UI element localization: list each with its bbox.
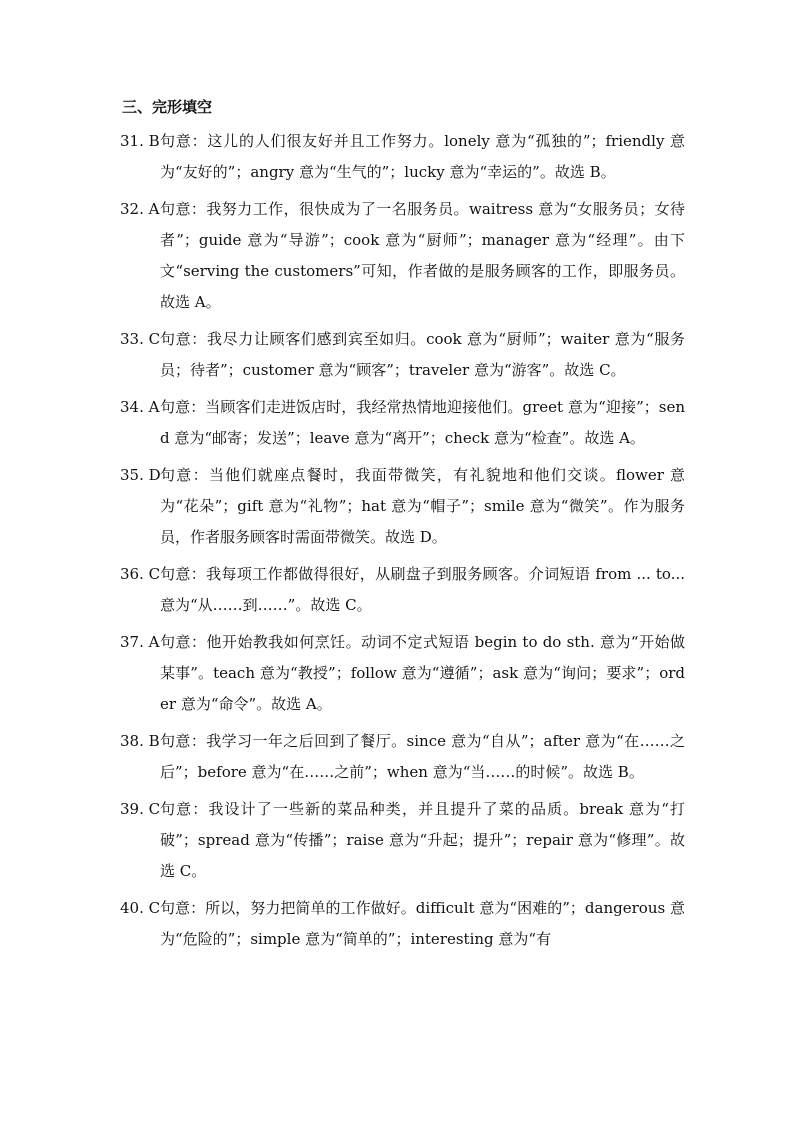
answer-number: 34. A <box>120 398 160 416</box>
answer-number: 39. C <box>120 800 161 818</box>
answer-explanation: 句意：所以，努力把简单的工作做好。difficult 意为“困难的”；dangerous 意为“危险的”；simple 意为“简单的”；interesting 意为“有 <box>160 899 685 948</box>
section-title: 三、完形填空 <box>122 98 213 116</box>
answer-number: 36. C <box>120 565 161 583</box>
answer-item-38 <box>120 726 685 788</box>
answer-explanation: 句意：我设计了一些新的菜品种类，并且提升了菜的品质。break 意为“打破”；spread 意为“传播”；raise 意为“升起；提升”；repair 意为“修理”。故选 C。 <box>160 800 685 880</box>
answer-list <box>120 126 685 961</box>
answer-number: 31. B <box>120 132 160 150</box>
answer-number: 33. C <box>120 330 161 348</box>
answer-number: 32. A <box>120 200 160 218</box>
answer-number: 40. C <box>120 899 161 917</box>
answer-item-33 <box>120 324 685 386</box>
answer-item-35 <box>120 460 685 553</box>
answer-item-37 <box>120 627 685 720</box>
answer-item-40 <box>120 893 685 955</box>
answer-explanation: 句意：他开始教我如何烹饪。动词不定式短语 begin to do sth. 意为“开始做某事”。teach 意为“教授”；follow 意为“遵循”；ask 意为“询问；要求”；order 意为“命令”。故选 A。 <box>160 633 685 713</box>
answer-number: 35. D <box>120 466 161 484</box>
answer-item-36 <box>120 559 685 621</box>
answer-item-31 <box>120 126 685 188</box>
answer-number: 38. B <box>120 732 160 750</box>
answer-explanation: 句意：我努力工作，很快成为了一名服务员。waitress 意为“女服务员；女待者”；guide 意为“导游”；cook 意为“厨师”；manager 意为“经理”。由下文“serving the customers”可知，作者做的是服务顾客的工作，即服务员。故选 A。 <box>160 200 685 311</box>
answer-item-34 <box>120 392 685 454</box>
answer-item-32 <box>120 194 685 318</box>
answer-number: 37. A <box>120 633 160 651</box>
answer-explanation: 句意：我每项工作都做得很好，从刷盘子到服务顾客。介词短语 from ... to... 意为“从……到……”。故选 C。 <box>160 565 685 614</box>
answer-item-39 <box>120 794 685 887</box>
answer-explanation: 句意：我尽力让顾客们感到宾至如归。cook 意为“厨师”；waiter 意为“服务员；待者”；customer 意为“顾客”；traveler 意为“游客”。故选 C。 <box>160 330 685 379</box>
answer-explanation: 句意：我学习一年之后回到了餐厅。since 意为“自从”；after 意为“在……之后”；before 意为“在……之前”；when 意为“当……的时候”。故选 B。 <box>160 732 685 781</box>
answer-explanation: 句意：当顾客们走进饭店时，我经常热情地迎接他们。greet 意为“迎接”；send 意为“邮寄；发送”；leave 意为“离开”；check 意为“检查”。故选 A。 <box>160 398 685 447</box>
answer-explanation: 句意：这儿的人们很友好并且工作努力。lonely 意为“孤独的”；friendly 意为“友好的”；angry 意为“生气的”；lucky 意为“幸运的”。故选 B。 <box>160 132 685 181</box>
answer-explanation: 句意：当他们就座点餐时，我面带微笑，有礼貌地和他们交谈。flower 意为“花朵”；gift 意为“礼物”；hat 意为“帽子”；smile 意为“微笑”。作为服务员，作者服务顾客时需面带微笑。故选 D。 <box>160 466 685 546</box>
